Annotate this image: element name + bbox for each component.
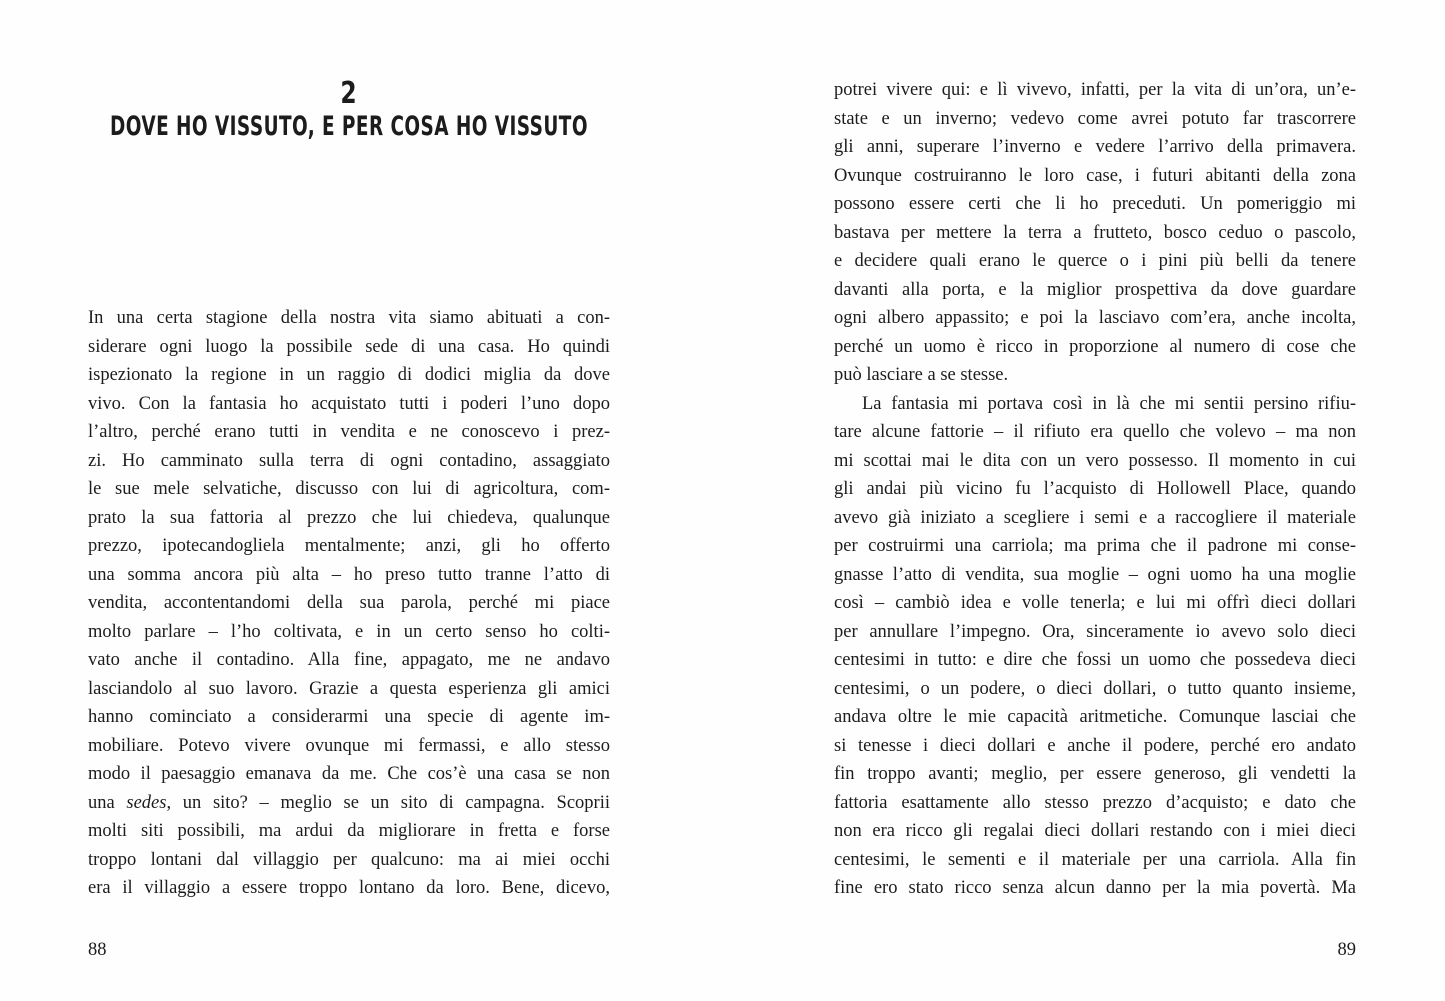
text-line: vivo. Con la fantasia ho acquistato tutti i poderi l’uno dopo (88, 393, 610, 414)
text-line: centesimi, o un podere, o dieci dollari, o tutto quanto insieme, (834, 678, 1356, 699)
text-line: prato la sua fattoria al prezzo che lui chiedeva, qualunque (88, 507, 610, 528)
text-line: zi. Ho camminato sulla terra di ogni contadino, assaggiato (88, 450, 610, 471)
text-line: centesimi, le sementi e il materiale per una carriola. Alla fin (834, 849, 1356, 870)
text-line: si tenesse i dieci dollari e anche il podere, perché ero andato (834, 735, 1356, 756)
text-line: possono essere certi che li ho preceduti. Un pomeriggio mi (834, 194, 1356, 214)
text-line: così – cambiò idea e volle tenerla; e lui mi offrì dieci dollari (834, 593, 1356, 613)
text-line: gli andai più vicino fu l’acquisto di Hollowell Place, quando (834, 479, 1356, 499)
text-line: una sedes, un sito? – meglio se un sito di campagna. Scoprii (88, 792, 610, 813)
text-line: vendita, accontentandomi della sua parola, perché mi piace (88, 593, 610, 613)
text-line: per costruirmi una carriola; ma prima che il padrone mi conse- (834, 536, 1356, 556)
text-line: lasciandolo al suo lavoro. Grazie a questa esperienza gli amici (88, 678, 610, 699)
text-line: fine ero stato ricco senza alcun danno per la mia povertà. Ma (834, 878, 1356, 898)
text-line: era il villaggio a essere troppo lontano da loro. Bene, dicevo, (88, 878, 610, 898)
text-line: davanti alla porta, e la miglior prospettiva da dove guardare (834, 279, 1356, 300)
left-page-number: 88 (88, 940, 107, 960)
text-line: La fantasia mi portava così in là che mi sentii persino rifiu- (862, 393, 1356, 414)
text-line: andava oltre le mie capacità aritmetiche. Comunque lasciai che (834, 707, 1356, 727)
text-line: mi scottai mai le dita con un vero possesso. Il momento in cui (834, 450, 1356, 471)
text-line: e decidere quali erano le querce o i pini più belli da tenere (834, 251, 1356, 271)
text-line: vato anche il contadino. Alla fine, appagato, me ne andavo (88, 650, 610, 670)
text-line: gnasse l’atto di vendita, sua moglie – ogni uomo ha una moglie (834, 564, 1356, 585)
text-line: può lasciare a se stesse. (834, 365, 1009, 385)
text-line: tare alcune fattorie – il rifiuto era quello che volevo – ma non (834, 422, 1356, 442)
text-line: siderare ogni luogo la possibile sede di una casa. Ho quindi (88, 336, 610, 357)
text-line: fin troppo avanti; meglio, per essere generoso, gli vendetti la (834, 764, 1356, 784)
text-line: modo il paesaggio emanava da me. Che cos’è una casa se non (88, 764, 610, 784)
text-line: molto parlare – l’ho coltivata, e in un certo senso ho colti- (88, 621, 610, 642)
text-line: centesimi in tutto: e dire che fossi un uomo che possedeva dieci (834, 650, 1356, 670)
text-line: perché un uomo è ricco in proporzione al numero di cose che (834, 336, 1356, 357)
text-line: state e un inverno; vedevo come avrei potuto far trascorrere (834, 108, 1356, 129)
text-line: molti siti possibili, ma ardui da migliorare in fretta e forse (88, 821, 610, 841)
text-line: Ovunque costruiranno le loro case, i futuri abitanti della zona (834, 165, 1356, 186)
text-line: fattoria esattamente allo stesso prezzo d’acquisto; e dato che (834, 792, 1356, 813)
text-line: In una certa stagione della nostra vita siamo abituati a con- (88, 308, 610, 328)
text-line: l’altro, perché erano tutti in vendita e ne conoscevo i prez- (88, 422, 610, 442)
left-page-body-text (88, 304, 610, 903)
chapter-number: 2 (340, 76, 358, 112)
text-line: avevo già iniziato a scegliere i semi e a raccogliere il materiale (834, 507, 1356, 528)
text-line: potrei vivere qui: e lì vivevo, infatti, per la vita di un’ora, un’e- (834, 80, 1356, 100)
right-page-number: 89 (1337, 940, 1356, 960)
text-line: mobiliare. Potevo vivere ovunque mi fermassi, e allo stesso (88, 735, 610, 756)
text-line: una somma ancora più alta – ho preso tutto tranne l’atto di (88, 564, 610, 585)
text-line: hanno cominciato a considerarmi una specie di agente im- (88, 707, 610, 727)
text-line: troppo lontani dal villaggio per qualcuno: ma ai miei occhi (88, 849, 610, 870)
chapter-title: DOVE HO VISSUTO, E PER COSA HO VISSUTO (110, 112, 588, 142)
text-line: per annullare l’impegno. Ora, sinceramente io avevo solo dieci (834, 621, 1356, 642)
text-line: prezzo, ipotecandogliela mentalmente; anzi, gli ho offerto (88, 536, 610, 556)
right-page-body-text (834, 76, 1356, 903)
text-line: ispezionato la regione in un raggio di dodici miglia da dove (88, 365, 610, 385)
text-line: non era ricco gli regalai dieci dollari restando con i miei dieci (834, 821, 1356, 841)
text-line: ogni albero appassito; e poi la lasciavo com’era, anche incolta, (834, 308, 1356, 328)
text-line: le sue mele selvatiche, discusso con lui di agricoltura, com- (88, 479, 610, 499)
text-line: gli anni, superare l’inverno e vedere l’arrivo della primavera. (834, 137, 1356, 157)
text-line: bastava per mettere la terra a frutteto, bosco ceduo o pascolo, (834, 222, 1356, 243)
